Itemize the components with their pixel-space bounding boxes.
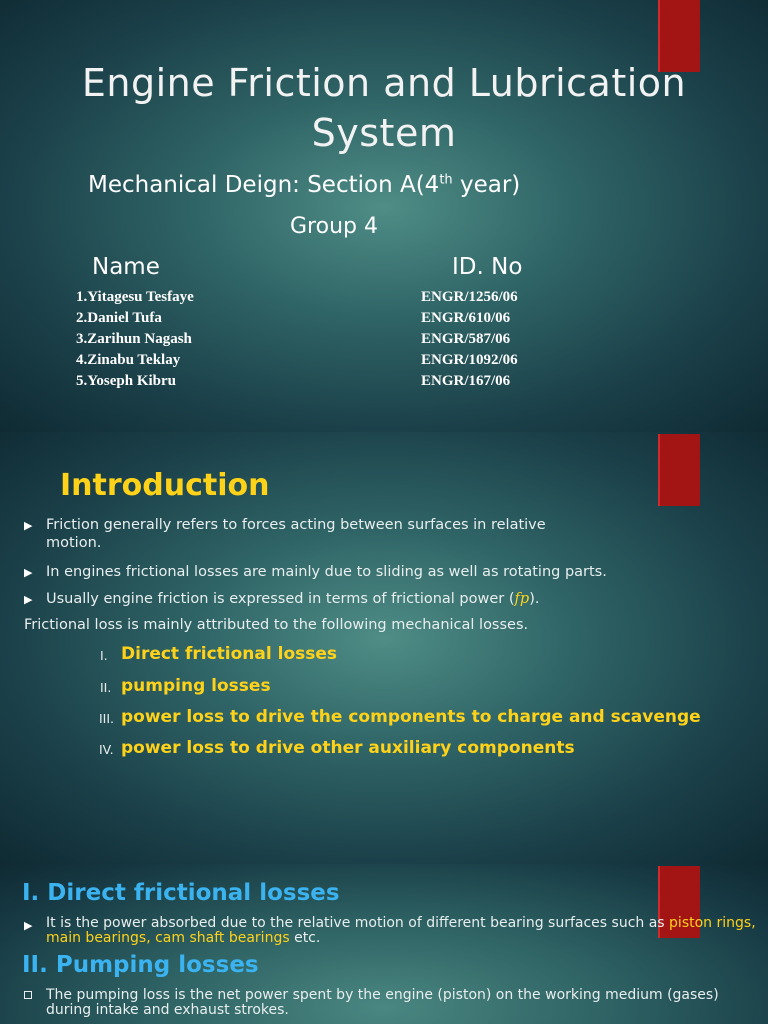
member-name: 3.Zarihun Nagash — [76, 331, 192, 347]
introduction-heading: Introduction — [60, 468, 270, 503]
title-slide — [0, 0, 768, 432]
member-name: 1.Yitagesu Tesfaye — [76, 289, 194, 305]
member-names — [76, 287, 194, 392]
pumping-losses-heading: II. Pumping losses — [22, 952, 259, 978]
member-name: 2.Daniel Tufa — [76, 310, 162, 326]
member-name: 4.Zinabu Teklay — [76, 352, 181, 368]
red-accent-tab — [658, 434, 700, 506]
direct-frictional-losses-heading: I. Direct frictional losses — [22, 880, 340, 906]
member-id: ENGR/587/06 — [421, 331, 511, 347]
losses-detail-slide: I. Direct frictional losses ▶ It is the power absorbed due to the relative motion of different bearing surfaces such as piston rings, main bearings, cam shaft bearings etc. II. Pumping losses The pumping loss is the net power spent by the engine (piston) on the working medium (gases) during intake and exhaust strokes. — [0, 864, 768, 1024]
page-title: Engine Friction and Lubrication System — [81, 61, 687, 155]
triangle-bullet-icon: ▶ — [24, 519, 33, 532]
member-id: ENGR/1256/06 — [421, 289, 518, 305]
introduction-slide: Introduction ▶ Friction generally refers to forces acting between surfaces in relative motion. ▶ In engines frictional losses are mainly due to sliding as well as rotating parts. ▶ Usually engine friction is expressed in terms of frictional power (fp). Frictional loss is mainly attributed to the following mechanical losses. I. Direct frictional losses II. pumping losses III. power loss to drive the components to charge and scavenge IV. power loss to drive other auxiliary components — [0, 432, 768, 864]
member-id: ENGR/167/06 — [421, 373, 511, 389]
id-column-header: ID. No — [452, 254, 523, 280]
fp-symbol: fp — [514, 591, 530, 607]
square-bullet-icon — [24, 991, 32, 999]
triangle-bullet-icon: ▶ — [24, 919, 33, 932]
name-column-header: Name — [92, 254, 160, 280]
losses-intro-text: Frictional loss is mainly attributed to the following mechanical losses. — [24, 617, 529, 633]
triangle-bullet-icon: ▶ — [24, 593, 33, 606]
group-label: Group 4 — [290, 214, 378, 239]
member-ids — [421, 287, 518, 392]
member-name: 5.Yoseph Kibru — [76, 373, 177, 389]
course-subtitle: Mechanical Deign: Section A(4th year) — [88, 172, 521, 198]
member-id: ENGR/1092/06 — [421, 352, 518, 368]
member-id: ENGR/610/06 — [421, 310, 511, 326]
triangle-bullet-icon: ▶ — [24, 566, 33, 579]
